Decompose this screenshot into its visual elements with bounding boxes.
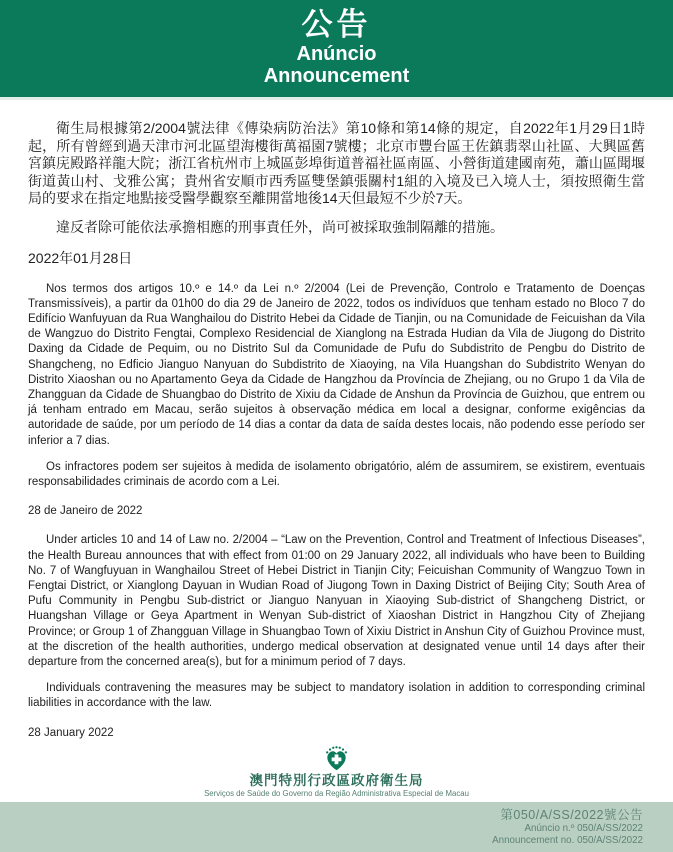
paragraph-pt-penalty: Os infractores podem ser sujeitos à medida de isolamento obrigatório, além de assumirem, se existirem, eventuais responsabilidades criminais de acordo com a Lei. bbox=[28, 460, 645, 488]
paragraph-en-penalty: Individuals contravening the measures may be subject to mandatory isolation in addition to corresponding criminal liabilities in accordance with the law. bbox=[28, 682, 645, 710]
paragraph-pt-main: Nos termos dos artigos 10.º e 14.º da Lei n.º 2/2004 (Lei de Prevenção, Controlo e Tratamento de Doenças Transmissíveis), a partir da 01h00 do dia 29 de Janeiro de 2022, todos os indivíduos que tenham estado no Bloco 7 do Edifício Wanfuyuan da Rua Wanghailou do Distrito Hebei da Cidade de Tianjin, ou na Comunidade de Feicuishan da Vila de Wangzuo do Distrito Fengtai, Complexo Residencial de Xianglong na Estrada Hudian da Vila de Jiugong do Distrito Daxing da Cidade de Pequim, ou no Distrito Sul da Comunidade de Pufu do Subdistrito de Pengbu do Distrito de Shangcheng, no Edficio Jianguo Nanyuan do Subdistrito de Xiaoying, na Vila Huangshan do Subdistrito Wenyan do Distrito Xiaoshan ou no Apartamento Geya da Cidade de Hangzhou da Província de Zhejiang, ou no Grupo 1 da Vila de Zhangguan da Cidade de Shuangbao do Distrito de Xixiu da Cidade de Anshun da Província de Guizhou, que entrem ou já tenham entrado em Macau, serão sujeitos à observação médica em local a designar, conforme exigências da autoridade de saúde, por um período de 14 dias a contar da data de saída destes locais, não podendo esse período ser inferior a 7 dias. bbox=[28, 282, 645, 447]
bureau-signature bbox=[0, 746, 673, 802]
paragraph-en-main: Under articles 10 and 14 of Law no. 2/2004 – “Law on the Prevention, Control and Treatment of Infectious Diseases”, the Health Bureau announces that with effect from 01:00 on 29 January 2022, all individuals who have been to Building No. 7 of Wangfuyuan in Wanghailou Street of Hebei District in Tianjin City; Feicuishan Community of Wangzuo Town in Fengtai District, or Xianglong Dayuan in Wudian Road of Jiugong Town in Daxing District of Beijing City; South Area of Pufu Community in Pengbu Sub-district or Jianguo Nanyuan in Xiaoying Sub-district of Shangcheng District, or Huangshan Village or Geya Apartment in Wenyan Sub-district of Xiaoshan District in Hangzhou City of Zhejiang Province; or Group 1 of Zhangguan Village in Shuangbao Town of Xixiu District in Anshun City of Guizhou Province must, at the discretion of the health authorities, undergo medical observation at designated venue until 14 days after their departure from the concerned area(s), but for a minimum period of 7 days. bbox=[28, 534, 645, 668]
health-bureau-heart-cross-icon bbox=[0, 746, 673, 773]
reference-band bbox=[0, 802, 673, 852]
reference-number-pt: Anúncio n.º 050/A/SS/2022 bbox=[524, 823, 643, 834]
page-title-en: Announcement bbox=[263, 65, 410, 87]
paragraph-zh-penalty: 違反者除可能依法承擔相應的刑事責任外，尚可被採取強制隔離的措施。 bbox=[56, 218, 504, 235]
bureau-name-zh: 澳門特別行政區政府衛生局 bbox=[249, 773, 424, 788]
announcement-content bbox=[0, 100, 673, 746]
paragraph-zh-main: 衛生局根據第2/2004號法律《傳染病防治法》第10條和第14條的規定，自2022年1月29日1時起，所有曾經到過天津市河北區望海樓街萬福園7號樓；北京市豐台區王佐鎮翡翠山社區、大興區舊宮鎮庑殿路祥龍大院；浙江省杭州市上城區彭埠街道普福社區南區、小營街道建國南苑，蕭山區聞堰街道黃山村、戈雅公寓；貴州省安順市西秀區雙堡鎮張關村1組的入境及已入境人士，須按照衛生當局的要求在指定地點接受醫學觀察至離開當地後14天但最短不少於7天。 bbox=[28, 120, 645, 206]
date-zh: 2022年01月28日 bbox=[28, 250, 133, 266]
page-title-zh: 公告 bbox=[301, 7, 372, 42]
date-en: 28 January 2022 bbox=[28, 726, 114, 739]
page-title-pt: Anúncio bbox=[296, 43, 377, 65]
reference-number-zh: 第050/A/SS/2022號公告 bbox=[500, 808, 643, 822]
header-banner bbox=[0, 0, 673, 100]
bureau-name-pt: Serviços de Saúde do Governo da Região Administrativa Especial de Macau bbox=[204, 789, 469, 798]
date-pt: 28 de Janeiro de 2022 bbox=[28, 505, 143, 518]
reference-number-en: Announcement no. 050/A/SS/2022 bbox=[492, 834, 643, 846]
